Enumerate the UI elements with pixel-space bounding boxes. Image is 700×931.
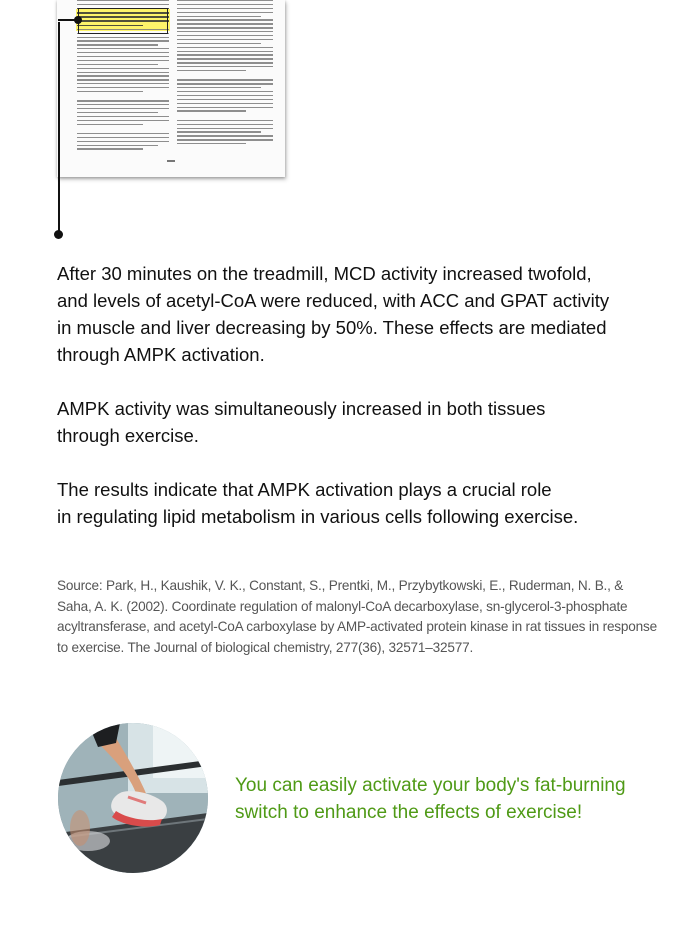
paper-page-number xyxy=(167,160,175,162)
runner-illustration xyxy=(58,723,208,873)
paper-highlight-box xyxy=(78,8,168,34)
fat-burning-cta: You can easily activate your body's fat-burning switch to enhance the effects of exercise! xyxy=(235,775,626,823)
paragraph-conclusion: The results indicate that AMPK activation plays a crucial role in regulating lipid metabolism in various cells following exercise. xyxy=(57,479,579,527)
research-paper-thumbnail xyxy=(57,0,285,177)
paragraph-ampk-activity: AMPK activity was simultaneously increased in both tissues through exercise. xyxy=(57,398,546,446)
paper-column-right xyxy=(177,0,273,147)
runner-photo xyxy=(58,723,208,873)
pointer-line xyxy=(58,22,60,234)
paragraph-treadmill-result: After 30 minutes on the treadmill, MCD activity increased twofold, and levels of acetyl-CoA were reduced, with ACC and GPAT activity in muscle and liver decreasing by 50%. These effects are mediated through AMPK activation. xyxy=(57,263,610,365)
source-citation: Source: Park, H., Kaushik, V. K., Constant, S., Prentki, M., Przybytkowski, E., Ruderman, N. B., & Saha, A. K. (2002). Coordinate regulation of malonyl-CoA decarboxylase, sn-glycerol-3-phosphate acyltransferase, and acetyl-CoA carboxylase by AMP-activated protein kinase in rat tissues in response to exercise. The Journal of biological chemistry, 277(36), 32571–32577. xyxy=(57,578,657,655)
article-body xyxy=(57,260,657,557)
pointer-dot-bottom xyxy=(54,230,63,239)
pointer-dot-top xyxy=(74,16,82,24)
